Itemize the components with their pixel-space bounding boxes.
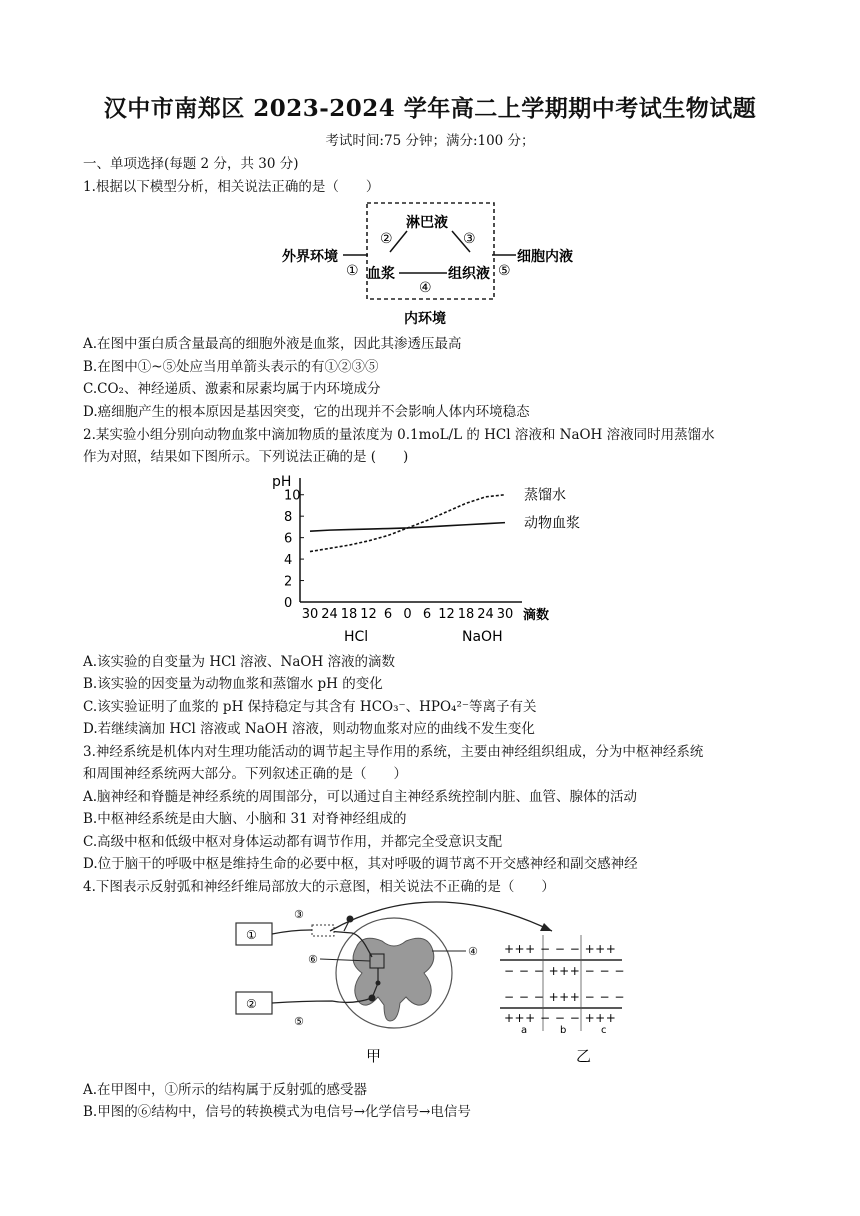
label-jia: 甲 — [366, 1047, 382, 1065]
q2-option-b: B.该实验的因变量为动物血浆和蒸馏水 pH 的变化 — [83, 676, 383, 692]
intracellular-label: 细胞内液 — [517, 249, 573, 265]
label-a: a — [521, 1025, 528, 1036]
q2-stem-line1: 2.某实验小组分别向动物血浆中滴加物质的量浓度为 0.1moL/L 的 HCl 溶液和 NaOH 溶液同时用蒸馏水 — [83, 427, 715, 443]
x-tick-label: 30 — [301, 607, 319, 622]
reflex-arc-diagram — [232, 893, 632, 1068]
series-line — [310, 523, 505, 532]
y-tick-label: 10 — [284, 488, 301, 504]
internal-environment-diagram — [280, 196, 590, 328]
external-env-label: 外界环境 — [282, 249, 338, 265]
group-label-hcl: HCl — [344, 629, 369, 645]
q3-option-a: A.脑神经和脊髓是神经系统的周围部分，可以通过自主神经系统控制内脏、血管、腺体的活动 — [83, 789, 638, 805]
num-1: ① — [346, 263, 359, 279]
num-3: ③ — [463, 231, 476, 247]
x-tick-label: 12 — [360, 607, 377, 622]
y-tick-label: 8 — [284, 510, 293, 526]
num-2: ② — [380, 231, 393, 247]
q4-option-a: A.在甲图中，①所示的结构属于反射弧的感受器 — [83, 1082, 368, 1098]
q3-option-b: B.中枢神经系统是由大脑、小脑和 31 对脊神经组成的 — [83, 811, 407, 827]
gray-matter — [353, 938, 434, 1021]
internal-env-label: 内环境 — [404, 311, 446, 327]
q1-stem: 1.根据以下模型分析，相关说法正确的是（ ） — [83, 179, 380, 195]
q1-option-d: D.癌细胞产生的根本原因是基因突变，它的出现并不会影响人体内环境稳态 — [83, 404, 530, 420]
group-label-naoh: NaOH — [462, 629, 503, 645]
x-tick-label: 12 — [438, 607, 455, 622]
num-3: ③ — [294, 908, 304, 921]
q3-stem-line1: 3.神经系统是机体内对生理功能活动的调节起主导作用的系统，主要由神经组织组成，分为中枢神经系统 — [83, 744, 704, 760]
num-2: ② — [246, 997, 257, 1011]
y-tick-label: 4 — [284, 553, 293, 569]
q3-stem-line2: 和周围神经系统两大部分。下列叙述正确的是（ ） — [83, 766, 407, 782]
ph-chart — [262, 468, 592, 648]
charge-row-4: +++ − − − +++ — [504, 1011, 617, 1025]
q2-option-d: D.若继续滴加 HCl 溶液或 NaOH 溶液，则动物血浆对应的曲线不发生变化 — [83, 721, 535, 737]
charge-row-2: − − − +++ − − − — [504, 964, 625, 978]
q1-option-a: A.在图中蛋白质含量最高的细胞外液是血浆，因此其渗透压最高 — [83, 336, 462, 352]
label-b: b — [560, 1025, 567, 1036]
charge-row-1: +++ − − − +++ — [504, 942, 617, 956]
x-tick-label: 0 — [403, 607, 412, 622]
num-4: ④ — [468, 945, 478, 958]
chart-ylabel: pH — [272, 474, 292, 490]
page-title: 汉中市南郑区 2023-2024 学年高二上学期期中考试生物试题 — [103, 95, 757, 122]
num-5: ⑤ — [498, 263, 511, 279]
num-5: ⑤ — [294, 1015, 304, 1028]
x-tick-label: 6 — [422, 607, 432, 622]
tissue-fluid-label: 组织液 — [448, 266, 490, 282]
q3-option-d: D.位于脑干的呼吸中枢是维持生命的必要中枢，其对呼吸的调节离不开交感神经和副交感神经 — [83, 856, 638, 872]
lymph-label: 淋巴液 — [406, 215, 448, 231]
y-tick-label: 6 — [284, 531, 293, 547]
x-tick-label: 24 — [321, 607, 338, 622]
num-4: ④ — [419, 280, 432, 296]
x-tick-label: 30 — [496, 607, 514, 622]
q2-stem-line2: 作为对照，结果如下图所示。下列说法正确的是 ( ) — [83, 449, 409, 465]
series-label: 动物血浆 — [524, 515, 580, 532]
num-1: ① — [246, 928, 257, 942]
q2-option-c: C.该实验证明了血浆的 pH 保持稳定与其含有 HCO₃⁻、HPO₄²⁻等离子有关 — [83, 699, 537, 715]
y-tick-label: 2 — [284, 574, 293, 590]
series-line — [310, 495, 505, 552]
num-6: ⑥ — [308, 953, 318, 966]
series-label: 蒸馏水 — [524, 487, 566, 504]
q4-stem: 4.下图表示反射弧和神经纤维局部放大的示意图，相关说法不正确的是（ ） — [83, 879, 555, 895]
charge-row-3: − − − +++ − − − — [504, 990, 625, 1004]
chart-xlabel: 滴数 — [523, 608, 550, 623]
q1-option-b: B.在图中①~⑤处应当用单箭头表示的有①②③⑤ — [83, 359, 379, 375]
y-tick-label: 0 — [284, 596, 293, 611]
q4-option-b: B.甲图的⑥结构中，信号的转换模式为电信号→化学信号→电信号 — [83, 1104, 471, 1120]
x-tick-label: 24 — [477, 607, 494, 622]
plasma-label: 血浆 — [367, 266, 395, 282]
q1-option-c: C.CO₂、神经递质、激素和尿素均属于内环境成分 — [83, 381, 381, 397]
q2-option-a: A.该实验的自变量为 HCl 溶液、NaOH 溶液的滴数 — [83, 654, 396, 670]
x-tick-label: 18 — [340, 607, 358, 622]
label-yi: 乙 — [576, 1047, 592, 1065]
section-heading: 一、单项选择(每题 2 分，共 30 分) — [83, 156, 299, 172]
label-c: c — [601, 1025, 607, 1036]
x-tick-label: 6 — [383, 607, 393, 622]
exam-info: 考试时间:75 分钟；满分:100 分； — [325, 133, 535, 149]
q3-option-c: C.高级中枢和低级中枢对身体运动都有调节作用，并都完全受意识支配 — [83, 834, 503, 850]
x-tick-label: 18 — [457, 607, 475, 622]
